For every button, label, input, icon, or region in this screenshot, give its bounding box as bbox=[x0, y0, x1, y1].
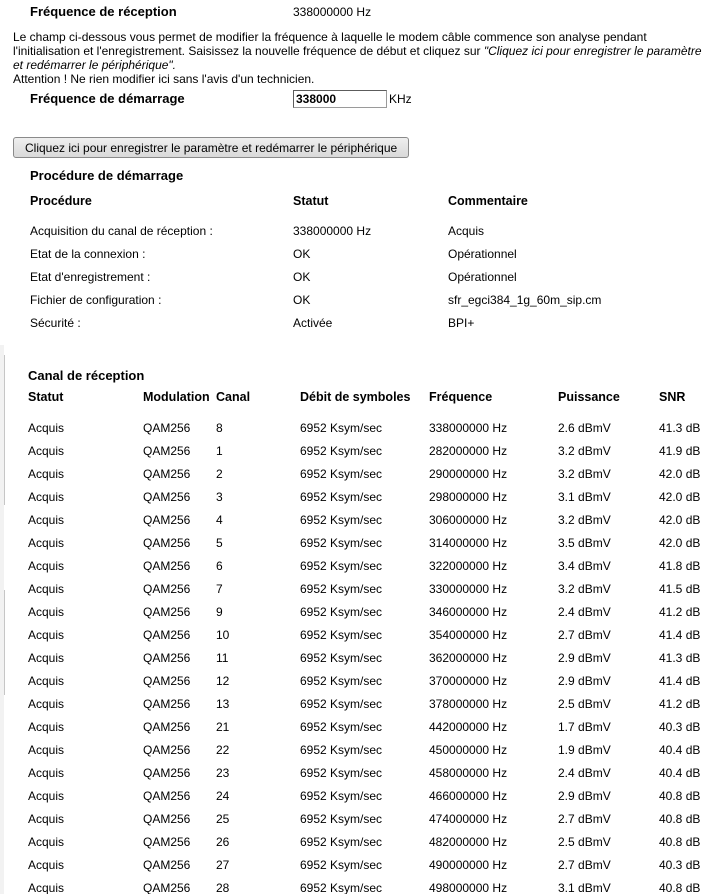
table-row bbox=[28, 853, 712, 876]
cell: 2.4 dBmV bbox=[558, 604, 611, 619]
cell: 40.8 dB bbox=[659, 788, 701, 803]
cell: 6952 Ksym/sec bbox=[300, 834, 383, 849]
cell: 7 bbox=[216, 581, 223, 596]
table-row bbox=[28, 807, 712, 830]
cell: QAM256 bbox=[143, 811, 191, 826]
cell: 6952 Ksym/sec bbox=[300, 627, 383, 642]
cell: 41.4 dB bbox=[659, 627, 701, 642]
cell: Acquis bbox=[28, 857, 65, 872]
cell: QAM256 bbox=[143, 765, 191, 780]
cell: 6952 Ksym/sec bbox=[300, 443, 383, 458]
cell: 41.4 dB bbox=[659, 673, 701, 688]
cell: OK bbox=[293, 292, 311, 307]
cell: 21 bbox=[216, 719, 230, 734]
table-row bbox=[28, 784, 712, 807]
cell: 40.8 dB bbox=[659, 834, 701, 849]
cell: 4 bbox=[216, 512, 223, 527]
table-row bbox=[28, 738, 712, 761]
cell: 6952 Ksym/sec bbox=[300, 696, 383, 711]
reception-frequency-value: 338000000 Hz bbox=[293, 5, 372, 19]
table-row bbox=[28, 692, 712, 715]
cell: 450000000 Hz bbox=[429, 742, 508, 757]
cell: 2.9 dBmV bbox=[558, 673, 611, 688]
cell: 3.1 dBmV bbox=[558, 880, 611, 894]
intro-paragraph bbox=[13, 30, 712, 86]
cell: 6952 Ksym/sec bbox=[300, 466, 383, 481]
frame-edge-line bbox=[4, 590, 5, 695]
cell: Acquis bbox=[28, 512, 65, 527]
cell: 2.7 dBmV bbox=[558, 627, 611, 642]
table-row bbox=[28, 761, 712, 784]
cell: 6952 Ksym/sec bbox=[300, 673, 383, 688]
cell: 2.4 dBmV bbox=[558, 765, 611, 780]
cell: 1.9 dBmV bbox=[558, 742, 611, 757]
cell: 3.2 dBmV bbox=[558, 443, 611, 458]
cell: 41.5 dB bbox=[659, 581, 701, 596]
cell: QAM256 bbox=[143, 650, 191, 665]
cell: Acquis bbox=[28, 742, 65, 757]
column-header: Statut bbox=[293, 194, 329, 208]
cell: 6952 Ksym/sec bbox=[300, 650, 383, 665]
table-row bbox=[28, 715, 712, 738]
cell: 13 bbox=[216, 696, 230, 711]
cell: 40.8 dB bbox=[659, 880, 701, 894]
cell: Acquis bbox=[28, 650, 65, 665]
cell: QAM256 bbox=[143, 673, 191, 688]
cell: Acquis bbox=[28, 788, 65, 803]
column-header: Puissance bbox=[558, 390, 620, 404]
cell: Sécurité : bbox=[30, 315, 81, 330]
cell: Etat d'enregistrement : bbox=[30, 269, 151, 284]
cell: 298000000 Hz bbox=[429, 489, 508, 504]
cell: BPI+ bbox=[448, 315, 475, 330]
table-row bbox=[30, 288, 712, 311]
cell: 3.2 dBmV bbox=[558, 581, 611, 596]
cell: OK bbox=[293, 246, 311, 261]
cell: QAM256 bbox=[143, 489, 191, 504]
cell: 6952 Ksym/sec bbox=[300, 581, 383, 596]
cell: Opérationnel bbox=[448, 246, 517, 261]
cell: 6952 Ksym/sec bbox=[300, 765, 383, 780]
cell: 26 bbox=[216, 834, 230, 849]
cell: 28 bbox=[216, 880, 230, 894]
cell: 8 bbox=[216, 420, 223, 435]
table-row bbox=[28, 876, 712, 894]
table-row bbox=[30, 311, 712, 334]
cell: 6952 Ksym/sec bbox=[300, 880, 383, 894]
cell: QAM256 bbox=[143, 880, 191, 894]
cell: QAM256 bbox=[143, 604, 191, 619]
cell: Acquis bbox=[28, 673, 65, 688]
cell: 6952 Ksym/sec bbox=[300, 742, 383, 757]
cell: 1 bbox=[216, 443, 223, 458]
cell: 442000000 Hz bbox=[429, 719, 508, 734]
cell: Acquis bbox=[28, 535, 65, 550]
cell: Acquis bbox=[28, 489, 65, 504]
frame-edge-line bbox=[4, 355, 5, 505]
table-row bbox=[28, 508, 712, 531]
column-header: Modulation bbox=[143, 390, 210, 404]
cell: 474000000 Hz bbox=[429, 811, 508, 826]
cell: 40.4 dB bbox=[659, 742, 701, 757]
cell: Acquis bbox=[28, 443, 65, 458]
cell: 3 bbox=[216, 489, 223, 504]
cell: 40.3 dB bbox=[659, 857, 701, 872]
column-header: SNR bbox=[659, 390, 686, 404]
cell: Etat de la connexion : bbox=[30, 246, 146, 261]
cell: Acquis bbox=[448, 223, 485, 238]
table-row bbox=[28, 531, 712, 554]
intro-text: Le champ ci-dessous vous permet de modifier la fréquence à laquelle le modem câble commence son analyse pendant l'initialisation et l'enregistrement. Saisissez la nouvelle fréquence de début et cliquez sur bbox=[13, 30, 647, 58]
cell: QAM256 bbox=[143, 696, 191, 711]
cell: QAM256 bbox=[143, 719, 191, 734]
table-row bbox=[28, 830, 712, 853]
save-restart-button[interactable]: Cliquez ici pour enregistrer le paramètre et redémarrer le périphérique bbox=[13, 137, 409, 158]
startup-procedure-table bbox=[30, 194, 712, 334]
cell: 6952 Ksym/sec bbox=[300, 535, 383, 550]
cell: 458000000 Hz bbox=[429, 765, 508, 780]
cell: QAM256 bbox=[143, 535, 191, 550]
cell: Fichier de configuration : bbox=[30, 292, 162, 307]
cell: 11 bbox=[216, 650, 229, 665]
cell: 9 bbox=[216, 604, 223, 619]
cell: 3.2 dBmV bbox=[558, 512, 611, 527]
cell: 2.9 dBmV bbox=[558, 788, 611, 803]
cell: Acquis bbox=[28, 765, 65, 780]
cell: 282000000 Hz bbox=[429, 443, 508, 458]
cell: 42.0 dB bbox=[659, 512, 701, 527]
cell: Acquis bbox=[28, 558, 65, 573]
cell: Acquis bbox=[28, 466, 65, 481]
cell: 3.2 dBmV bbox=[558, 466, 611, 481]
cell: Opérationnel bbox=[448, 269, 517, 284]
cell: Acquis bbox=[28, 696, 65, 711]
cell: 362000000 Hz bbox=[429, 650, 508, 665]
column-header: Fréquence bbox=[429, 390, 493, 404]
cell: 5 bbox=[216, 535, 223, 550]
cell: QAM256 bbox=[143, 558, 191, 573]
header-row bbox=[28, 390, 712, 416]
cell: 314000000 Hz bbox=[429, 535, 508, 550]
cell: 41.3 dB bbox=[659, 650, 701, 665]
cell: QAM256 bbox=[143, 512, 191, 527]
cell: Acquisition du canal de réception : bbox=[30, 223, 213, 238]
table-row bbox=[30, 242, 712, 265]
cell: Acquis bbox=[28, 880, 65, 894]
cell: 42.0 dB bbox=[659, 466, 701, 481]
cell: Activée bbox=[293, 315, 333, 330]
cell: 338000000 Hz bbox=[293, 223, 372, 238]
table-row bbox=[28, 439, 712, 462]
cell: 354000000 Hz bbox=[429, 627, 508, 642]
header-row bbox=[30, 194, 712, 219]
cell: 10 bbox=[216, 627, 230, 642]
table-row bbox=[28, 554, 712, 577]
cell: 6952 Ksym/sec bbox=[300, 719, 383, 734]
table-row bbox=[28, 669, 712, 692]
start-frequency-label: Fréquence de démarrage bbox=[30, 91, 185, 106]
cell: 3.5 dBmV bbox=[558, 535, 611, 550]
cell: Acquis bbox=[28, 604, 65, 619]
cell: 330000000 Hz bbox=[429, 581, 508, 596]
cell: 6952 Ksym/sec bbox=[300, 420, 383, 435]
cell: 490000000 Hz bbox=[429, 857, 508, 872]
intro-quote: "Cliquez ici pour enregistrer le paramètre et redémarrer le périphérique". bbox=[13, 44, 702, 72]
table-row bbox=[28, 416, 712, 439]
table-row bbox=[30, 219, 712, 242]
warning-text: Attention ! Ne rien modifier ici sans l'avis d'un technicien. bbox=[13, 72, 315, 86]
cell: 23 bbox=[216, 765, 230, 780]
cell: 306000000 Hz bbox=[429, 512, 508, 527]
cell: QAM256 bbox=[143, 834, 191, 849]
cell: 3.4 dBmV bbox=[558, 558, 611, 573]
cell: 6952 Ksym/sec bbox=[300, 558, 383, 573]
table-row bbox=[28, 485, 712, 508]
cell: sfr_egci384_1g_60m_sip.cm bbox=[448, 292, 602, 307]
table-row bbox=[30, 265, 712, 288]
cell: 6952 Ksym/sec bbox=[300, 788, 383, 803]
cell: 322000000 Hz bbox=[429, 558, 508, 573]
cell: 498000000 Hz bbox=[429, 880, 508, 894]
cell: QAM256 bbox=[143, 443, 191, 458]
khz-unit-label: KHz bbox=[389, 92, 412, 106]
cell: 2.6 dBmV bbox=[558, 420, 611, 435]
column-header: Débit de symboles bbox=[300, 390, 411, 404]
cell: 6952 Ksym/sec bbox=[300, 489, 383, 504]
cell: QAM256 bbox=[143, 627, 191, 642]
table-row bbox=[28, 577, 712, 600]
column-header: Statut bbox=[28, 390, 64, 404]
cell: 482000000 Hz bbox=[429, 834, 508, 849]
cell: QAM256 bbox=[143, 420, 191, 435]
cell: 24 bbox=[216, 788, 230, 803]
cell: 41.9 dB bbox=[659, 443, 701, 458]
cell: 40.8 dB bbox=[659, 811, 701, 826]
cell: 6952 Ksym/sec bbox=[300, 604, 383, 619]
startup-procedure-title: Procédure de démarrage bbox=[30, 168, 184, 183]
cell: 6952 Ksym/sec bbox=[300, 512, 383, 527]
cell: 41.8 dB bbox=[659, 558, 701, 573]
cell: 2.9 dBmV bbox=[558, 650, 611, 665]
cell: 27 bbox=[216, 857, 230, 872]
cell: Acquis bbox=[28, 834, 65, 849]
cell: 466000000 Hz bbox=[429, 788, 508, 803]
table-row bbox=[28, 623, 712, 646]
cell: 290000000 Hz bbox=[429, 466, 508, 481]
cell: 41.2 dB bbox=[659, 696, 701, 711]
cell: 40.4 dB bbox=[659, 765, 701, 780]
cell: QAM256 bbox=[143, 466, 191, 481]
cell: 2.5 dBmV bbox=[558, 696, 611, 711]
cell: 6952 Ksym/sec bbox=[300, 811, 383, 826]
column-header: Canal bbox=[216, 390, 251, 404]
cell: QAM256 bbox=[143, 788, 191, 803]
cell: Acquis bbox=[28, 811, 65, 826]
cell: QAM256 bbox=[143, 857, 191, 872]
cell: 12 bbox=[216, 673, 230, 688]
cell: 2.7 dBmV bbox=[558, 811, 611, 826]
cell: 6952 Ksym/sec bbox=[300, 857, 383, 872]
table-row bbox=[28, 462, 712, 485]
cell: QAM256 bbox=[143, 742, 191, 757]
cell: 346000000 Hz bbox=[429, 604, 508, 619]
cell: Acquis bbox=[28, 627, 65, 642]
cell: 370000000 Hz bbox=[429, 673, 508, 688]
cell: 378000000 Hz bbox=[429, 696, 508, 711]
cell: QAM256 bbox=[143, 581, 191, 596]
cell: 2.7 dBmV bbox=[558, 857, 611, 872]
cell: 40.3 dB bbox=[659, 719, 701, 734]
cell: 2 bbox=[216, 466, 223, 481]
column-header: Commentaire bbox=[448, 194, 528, 208]
cell: Acquis bbox=[28, 719, 65, 734]
cell: OK bbox=[293, 269, 311, 284]
downstream-channels-table bbox=[28, 390, 712, 894]
cell: 42.0 dB bbox=[659, 535, 701, 550]
reception-frequency-label: Fréquence de réception bbox=[30, 4, 177, 19]
column-header: Procédure bbox=[30, 194, 92, 208]
cell: 25 bbox=[216, 811, 230, 826]
cell: 22 bbox=[216, 742, 230, 757]
table-row bbox=[28, 600, 712, 623]
cell: 2.5 dBmV bbox=[558, 834, 611, 849]
cell: 6 bbox=[216, 558, 223, 573]
table-row bbox=[28, 646, 712, 669]
downstream-channels-title: Canal de réception bbox=[28, 368, 145, 383]
cell: 42.0 dB bbox=[659, 489, 701, 504]
cell: Acquis bbox=[28, 581, 65, 596]
cell: 41.2 dB bbox=[659, 604, 701, 619]
cell: 1.7 dBmV bbox=[558, 719, 611, 734]
start-frequency-input[interactable] bbox=[293, 90, 387, 108]
cell: 41.3 dB bbox=[659, 420, 701, 435]
cell: 3.1 dBmV bbox=[558, 489, 611, 504]
cell: Acquis bbox=[28, 420, 65, 435]
cell: 338000000 Hz bbox=[429, 420, 508, 435]
